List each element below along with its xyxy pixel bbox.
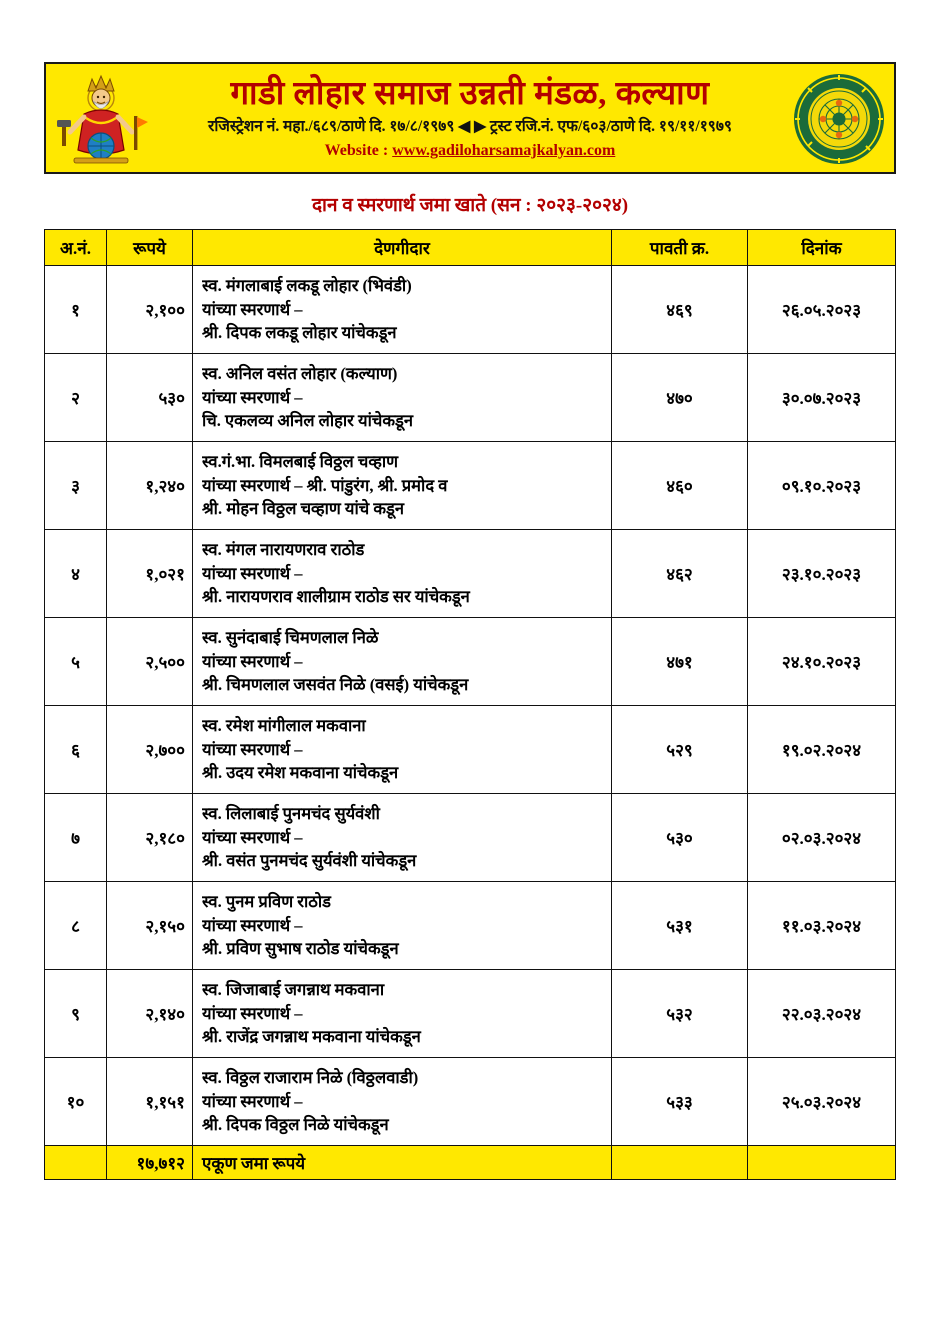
column-header-donor: देणगीदार xyxy=(193,230,612,266)
table-row xyxy=(45,970,896,1058)
table-row xyxy=(45,882,896,970)
masthead-text-block xyxy=(156,76,784,161)
cell-donor xyxy=(193,266,612,354)
cell-donor xyxy=(193,618,612,706)
cell-receipt: ५३० xyxy=(612,794,748,882)
column-header-sr: अ.नं. xyxy=(45,230,107,266)
cell-receipt: ५३१ xyxy=(612,882,748,970)
cell-receipt: ५३३ xyxy=(612,1058,748,1146)
cell-receipt: ५२९ xyxy=(612,706,748,794)
donor-line: श्री. उदय रमेश मकवाना यांचेकडून xyxy=(202,763,399,783)
table-row xyxy=(45,530,896,618)
cell-receipt: ४७० xyxy=(612,354,748,442)
website-line xyxy=(156,142,784,160)
cell-amount: १,२४० xyxy=(107,442,193,530)
cell-sr: ६ xyxy=(45,706,107,794)
cell-date: २६.०५.२०२३ xyxy=(748,266,896,354)
cell-donor xyxy=(193,706,612,794)
cell-amount: २,१८० xyxy=(107,794,193,882)
cell-sr: २ xyxy=(45,354,107,442)
cell-date: ३०.०७.२०२३ xyxy=(748,354,896,442)
donor-line: यांच्या स्मरणार्थ – श्री. पांडुरंग, श्री. प्रमोद व xyxy=(202,475,448,495)
donor-line: स्व. जिजाबाई जगन्नाथ मकवाना xyxy=(202,979,385,999)
cell-receipt: ४६२ xyxy=(612,530,748,618)
cell-sr: ७ xyxy=(45,794,107,882)
table-row xyxy=(45,266,896,354)
table-row xyxy=(45,354,896,442)
donor-line: यांच्या स्मरणार्थ – xyxy=(202,1091,303,1111)
donor-line: स्व. पुनम प्रविण राठोड xyxy=(202,891,331,911)
cell-sr: १ xyxy=(45,266,107,354)
donation-ledger-table xyxy=(44,229,896,1180)
cell-donor xyxy=(193,354,612,442)
cell-sr: ९ xyxy=(45,970,107,1058)
cell-sr: ४ xyxy=(45,530,107,618)
cell-date: २४.१०.२०२३ xyxy=(748,618,896,706)
cell-amount: २,७०० xyxy=(107,706,193,794)
cell-receipt: ४७१ xyxy=(612,618,748,706)
donor-line: यांच्या स्मरणार्थ – xyxy=(202,827,303,847)
cell-amount: ५३० xyxy=(107,354,193,442)
cell-amount: २,१४० xyxy=(107,970,193,1058)
cell-receipt: ५३२ xyxy=(612,970,748,1058)
donor-line: स्व. लिलाबाई पुनमचंद सुर्यवंशी xyxy=(202,803,380,823)
total-label: एकूण जमा रूपये xyxy=(193,1146,612,1180)
donor-line: स्व. विठ्ठल राजाराम निळे (विठ्ठलवाडी) xyxy=(202,1067,419,1087)
donor-line: यांच्या स्मरणार्थ – xyxy=(202,739,303,759)
donor-line: स्व. मंगल नारायणराव राठोड xyxy=(202,539,365,559)
organization-title: गाडी लोहार समाज उन्नती मंडळ, कल्याण xyxy=(230,75,710,112)
donor-line: श्री. वसंत पुनमचंद सुर्यवंशी यांचेकडून xyxy=(202,851,417,871)
total-date-blank xyxy=(748,1146,896,1180)
cell-receipt: ४६० xyxy=(612,442,748,530)
donor-line: यांच्या स्मरणार्थ – xyxy=(202,651,303,671)
table-row xyxy=(45,618,896,706)
donor-line: स्व.गं.भा. विमलबाई विठ्ठल चव्हाण xyxy=(202,451,399,471)
cell-receipt: ४६९ xyxy=(612,266,748,354)
website-label: Website : xyxy=(324,142,393,160)
cell-sr: ५ xyxy=(45,618,107,706)
cell-donor xyxy=(193,1058,612,1146)
cell-sr: ८ xyxy=(45,882,107,970)
donor-line: स्व. सुनंदाबाई चिमणलाल निळे xyxy=(202,627,379,647)
table-header-row xyxy=(45,230,896,266)
donor-line: चि. एकलव्य अनिल लोहार यांचेकडून xyxy=(202,411,414,431)
donor-line: यांच्या स्मरणार्थ – xyxy=(202,563,303,583)
table-row xyxy=(45,706,896,794)
donor-line: यांच्या स्मरणार्थ – xyxy=(202,915,303,935)
cell-donor xyxy=(193,794,612,882)
column-header-date: दिनांक xyxy=(748,230,896,266)
table-row xyxy=(45,1058,896,1146)
donor-line: यांच्या स्मरणार्थ – xyxy=(202,299,303,319)
cell-donor xyxy=(193,970,612,1058)
website-url[interactable]: www.gadiloharsamajkalyan.com xyxy=(392,142,616,160)
donor-line: स्व. मंगलाबाई लकडू लोहार (भिवंडी) xyxy=(202,275,412,295)
registration-line: रजिस्ट्रेशन नं. महा./६८९/ठाणे दि. १७/८/१९७९ ◀ ▶ ट्रस्ट रजि.नं. एफ/६०३/ठाणे दि. १९/११/१९७९ xyxy=(208,117,732,135)
cell-sr: ३ xyxy=(45,442,107,530)
cell-amount: १,०२१ xyxy=(107,530,193,618)
total-sr-blank xyxy=(45,1146,107,1180)
cell-date: २२.०३.२०२४ xyxy=(748,970,896,1058)
cell-amount: २,१०० xyxy=(107,266,193,354)
cell-amount: २,५०० xyxy=(107,618,193,706)
cell-date: ०२.०३.२०२४ xyxy=(748,794,896,882)
cell-donor xyxy=(193,442,612,530)
table-row xyxy=(45,794,896,882)
cell-date: ११.०३.२०२४ xyxy=(748,882,896,970)
column-header-receipt: पावती क्र. xyxy=(612,230,748,266)
cell-date: २५.०३.२०२४ xyxy=(748,1058,896,1146)
cell-amount: २,१५० xyxy=(107,882,193,970)
vishwakarma-deity-emblem xyxy=(52,70,150,168)
donor-line: यांच्या स्मरणार्थ – xyxy=(202,1003,303,1023)
donor-line: श्री. चिमणलाल जसवंत निळे (वसई) यांचेकडून xyxy=(202,675,469,695)
column-header-amount: रूपये xyxy=(107,230,193,266)
cell-date: २३.१०.२०२३ xyxy=(748,530,896,618)
donor-line: यांच्या स्मरणार्थ – xyxy=(202,387,303,407)
total-row xyxy=(45,1146,896,1180)
total-receipt-blank xyxy=(612,1146,748,1180)
page-title: दान व स्मरणार्थ जमा खाते (सन : २०२३-२०२४) xyxy=(311,195,629,216)
donor-line: स्व. अनिल वसंत लोहार (कल्याण) xyxy=(202,363,398,383)
donor-line: श्री. नारायणराव शालीग्राम राठोड सर यांचेकडून xyxy=(202,587,470,607)
donor-line: श्री. राजेंद्र जगन्नाथ मकवाना यांचेकडून xyxy=(202,1027,421,1047)
cell-donor xyxy=(193,530,612,618)
table-row xyxy=(45,442,896,530)
cell-donor xyxy=(193,882,612,970)
cell-amount: १,१५१ xyxy=(107,1058,193,1146)
donor-line: स्व. रमेश मांगीलाल मकवाना xyxy=(202,715,366,735)
donor-line: श्री. मोहन विठ्ठल चव्हाण यांचे कडून xyxy=(202,499,405,519)
donor-line: श्री. प्रविण सुभाष राठोड यांचेकडून xyxy=(202,939,399,959)
total-amount: १७,७१२ xyxy=(107,1146,193,1180)
cell-date: १९.०२.२०२४ xyxy=(748,706,896,794)
cell-date: ०९.१०.२०२३ xyxy=(748,442,896,530)
masthead-banner xyxy=(44,62,896,174)
donor-line: श्री. दिपक लकडू लोहार यांचेकडून xyxy=(202,323,397,343)
organization-seal-emblem xyxy=(790,70,888,168)
donor-line: श्री. दिपक विठ्ठल निळे यांचेकडून xyxy=(202,1115,389,1135)
cell-sr: १० xyxy=(45,1058,107,1146)
